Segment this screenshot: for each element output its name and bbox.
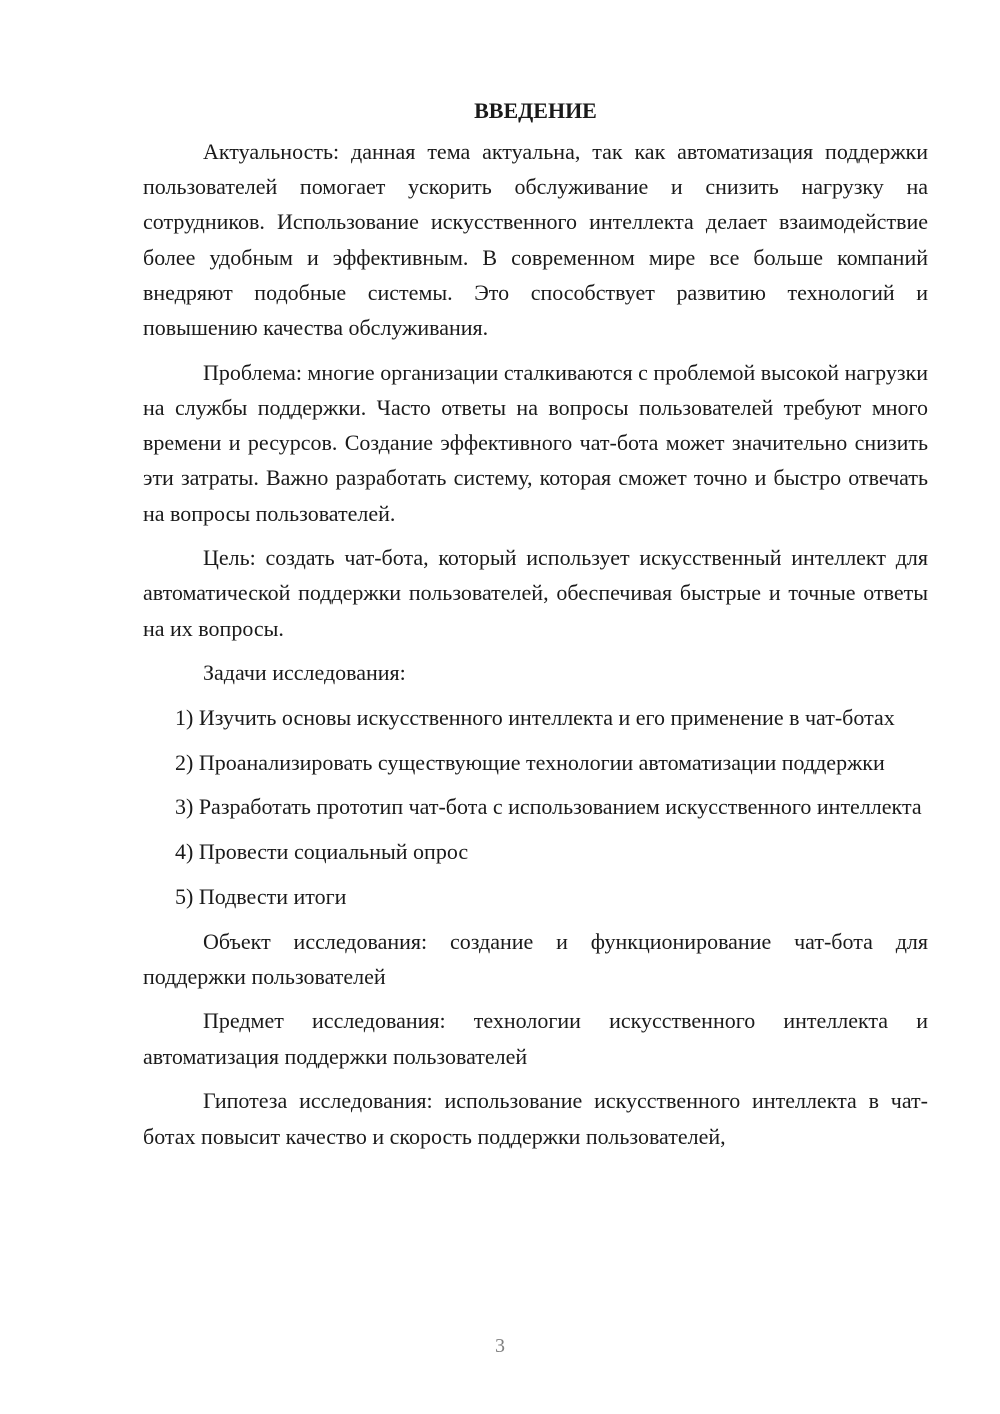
document-page <box>143 96 928 1163</box>
paragraph-relevance: Актуальность: данная тема актуальна, так как автоматизация поддержки пользователей помогает ускорить обслуживание и снизить нагрузку на сотрудников. Использование искусственного интеллекта делает взаимодействие более удобным и эффективным. В современном мире все больше компаний внедряют подобные системы. Это способствует развитию технологий и повышению качества обслуживания. <box>143 139 928 341</box>
paragraph-subject: Предмет исследования: технологии искусственного интеллекта и автоматизация поддержки пользователей <box>143 1008 928 1069</box>
paragraph-object: Объект исследования: создание и функционирование чат-бота для поддержки пользователей <box>143 928 928 989</box>
paragraph-problem: Проблема: многие организации сталкиваются с проблемой высокой нагрузки на службы поддержки. Часто ответы на вопросы пользователей требуют много времени и ресурсов. Создание эффективного чат-бота может значительно снизить эти затраты. Важно разработать систему, которая сможет точно и быстро отвечать на вопросы пользователей. <box>143 359 928 526</box>
page-number: 3 <box>495 1335 505 1357</box>
section-heading: ВВЕДЕНИЕ <box>474 98 597 123</box>
paragraph-goal: Цель: создать чат-бота, который использует искусственный интеллект для автоматической поддержки пользователей, обеспечивая быстрые и точные ответы на их вопросы. <box>143 545 928 641</box>
task-item-2: 2) Проанализировать существующие технологии автоматизации поддержки <box>175 749 885 775</box>
task-item-1: 1) Изучить основы искусственного интеллекта и его применение в чат-ботах <box>175 705 895 731</box>
task-item-4: 4) Провести социальный опрос <box>175 839 469 865</box>
paragraph-tasks-intro: Задачи исследования: <box>203 660 406 686</box>
task-item-5: 5) Подвести итоги <box>175 883 347 909</box>
task-item-3: 3) Разработать прототип чат-бота с использованием искусственного интеллекта <box>175 794 922 820</box>
paragraph-hypothesis: Гипотеза исследования: использование искусственного интеллекта в чат-ботах повысит качество и скорость поддержки пользователей, <box>143 1088 928 1149</box>
